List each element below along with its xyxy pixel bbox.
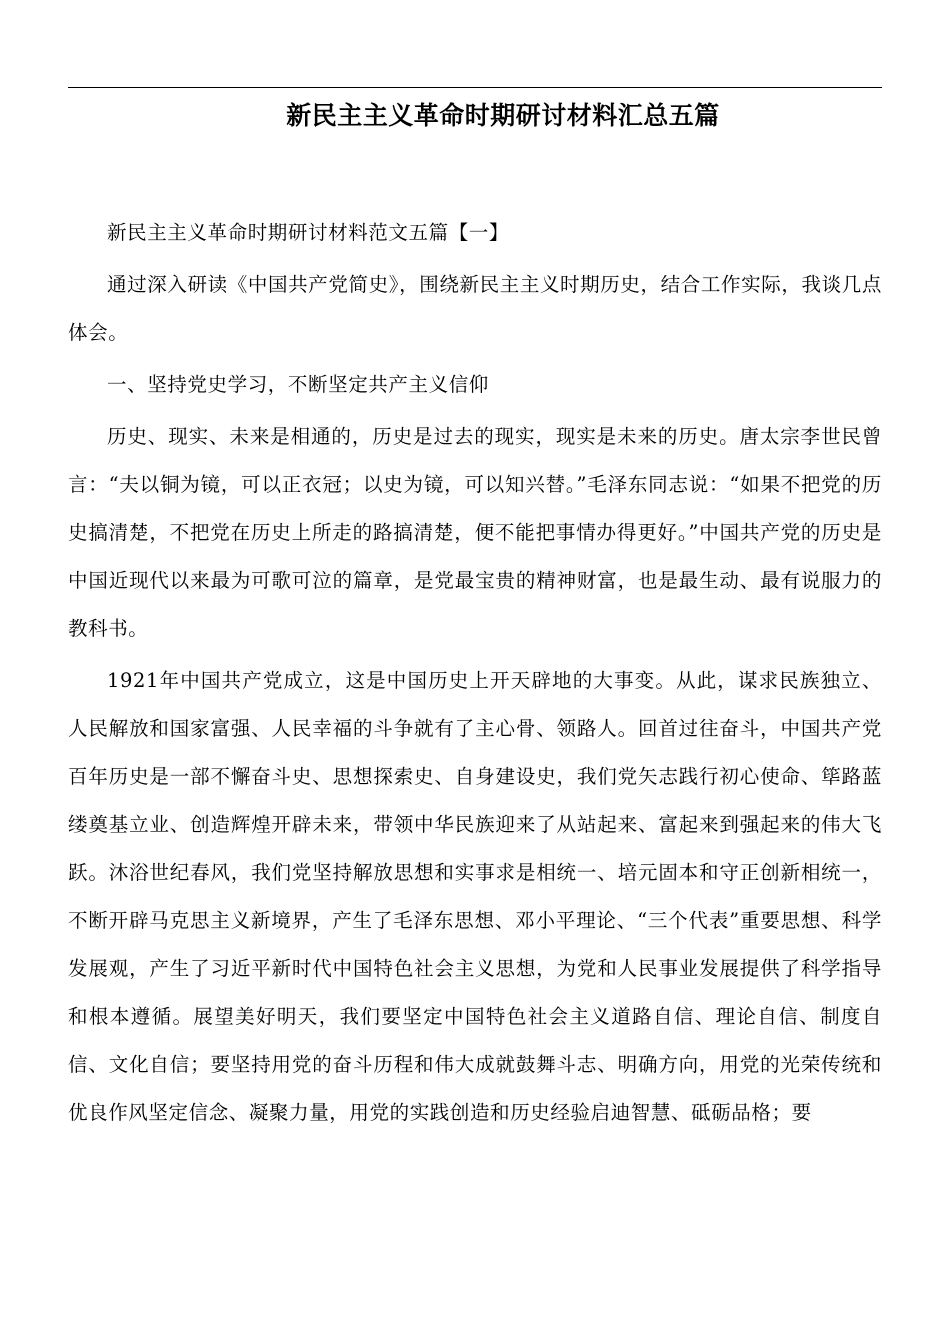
document-body [68,209,882,1141]
document-title: 新民主主义革命时期研讨材料汇总五篇 [286,101,720,130]
section-heading-1: 一、坚持党史学习，不断坚定共产主义信仰 [107,373,489,396]
paragraph-history: 历史、现实、未来是相通的，历史是过去的现实，现实是未来的历史。唐太宗李世民曾言：“夫以铜为镜，可以正衣冠；以史为镜，可以知兴替。”毛泽东同志说：“如果不把党的历史搞清楚，不把党在历史上所走的路搞清楚，便不能把事情办得更好。”中国共产党的历史是中国近现代以来最为可歌可泣的篇章，是党最宝贵的精神财富，也是最生动、最有说服力的教科书。 [68,425,882,640]
paragraph-founding: 1921年中国共产党成立，这是中国历史上开天辟地的大事变。从此，谋求民族独立、人民解放和国家富强、人民幸福的斗争就有了主心骨、领路人。回首过往奋斗，中国共产党百年历史是一部不懈奋斗史、思想探索史、自身建设史，我们党矢志践行初心使命、筚路蓝缕奠基立业、创造辉煌开辟未来，带领中华民族迎来了从站起来、富起来到强起来的伟大飞跃。沐浴世纪春风，我们党坚持解放思想和实事求是相统一、培元固本和守正创新相统一，不断开辟马克思主义新境界，产生了毛泽东思想、邓小平理论、“三个代表”重要思想、科学发展观，产生了习近平新时代中国特色社会主义思想，为党和人民事业发展提供了科学指导和根本遵循。展望美好明天，我们要坚定中国特色社会主义道路自信、理论自信、制度自信、文化自信；要坚持用党的奋斗历程和伟大成就鼓舞斗志、明确方向，用党的光荣传统和优良作风坚定信念、凝聚力量，用党的实践创造和历史经验启迪智慧、砥砺品格；要 [68,669,882,1124]
paragraph-intro: 通过深入研读《中国共产党简史》，围绕新民主主义时期历史，结合工作实际，我谈几点体会。 [68,273,882,344]
header-rule [68,87,882,88]
paragraph-subtitle: 新民主主义革命时期研讨材料范文五篇【一】 [107,221,510,244]
